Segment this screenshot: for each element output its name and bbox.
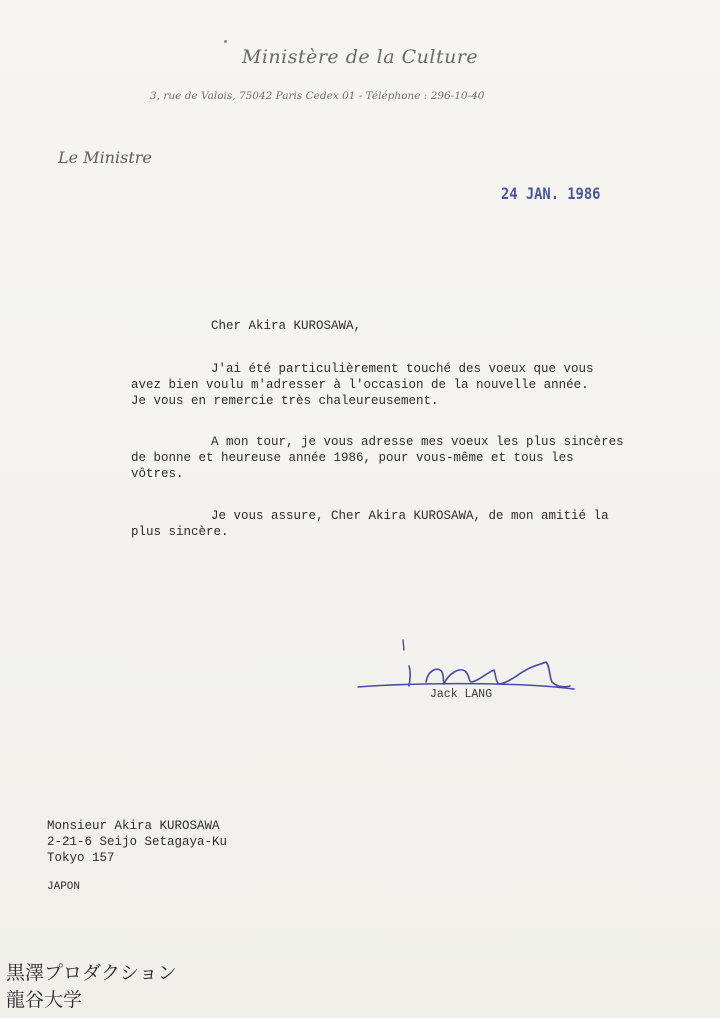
letterhead-address: 3, rue de Valois, 75042 Paris Cedex 01 - Téléphone : 296-10-40 bbox=[150, 90, 485, 102]
archive-watermark bbox=[6, 960, 177, 1014]
paragraph-2-line-3: vôtres. bbox=[131, 467, 184, 481]
paragraph-1-line-3: Je vous en remercie très chaleureusement. bbox=[131, 394, 439, 408]
paragraph-3-line-2: plus sincère. bbox=[131, 525, 229, 539]
paragraph-3-line-1: Je vous assure, Cher Akira KUROSAWA, de mon amitié la bbox=[211, 509, 609, 523]
paragraph-1-line-2: avez bien voulu m'adresser à l'occasion de la nouvelle année. bbox=[131, 378, 589, 392]
archive-mark-line-1: 黒澤プロダクション bbox=[6, 962, 177, 984]
signer-name: Jack LANG bbox=[430, 688, 493, 701]
recipient-address-line-2: 2-21-6 Seijo Setagaya-Ku bbox=[47, 835, 228, 849]
paragraph-1-line-1: J'ai été particulièrement touché des voeux que vous bbox=[211, 362, 594, 376]
salutation: Cher Akira KUROSAWA, bbox=[211, 319, 362, 333]
paragraph-2-line-1: A mon tour, je vous adresse mes voeux les plus sincères bbox=[211, 435, 624, 449]
recipient-address-line-3: Tokyo 157 bbox=[47, 851, 115, 865]
letterhead-title: Ministère de la Culture bbox=[241, 46, 479, 68]
date-stamp: 24 JAN. 1986 bbox=[501, 184, 601, 203]
letterhead-dot bbox=[224, 40, 227, 43]
paragraph-2-line-2: de bonne et heureuse année 1986, pour vous-même et tous les bbox=[131, 451, 574, 465]
archive-mark-line-2: 龍谷大学 bbox=[6, 989, 83, 1011]
recipient-country: JAPON bbox=[47, 881, 81, 893]
recipient-address-line-1: Monsieur Akira KUROSAWA bbox=[47, 819, 220, 833]
sender-title: Le Ministre bbox=[58, 148, 152, 167]
